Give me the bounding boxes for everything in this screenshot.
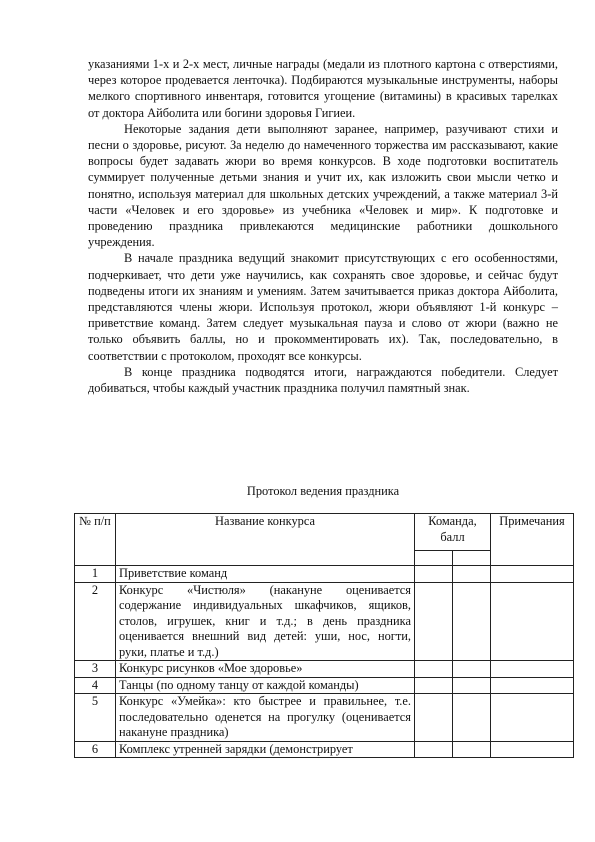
table-row [75,694,574,742]
row-team-2 [453,694,491,742]
row-notes [491,661,574,678]
paragraph-1: указаниями 1-х и 2-х мест, личные награды (медали из плотного картона с отверстиями, через которое продевается ленточка). Подбираются музыкальные инструменты, наборы мелкого спортивного инвентаря, готовится угощение (витамины) в красивых тарелках от доктора Айболита или богини здоровья Гигиеи. [88,57,558,120]
row-team-1 [415,741,453,758]
header-team: Команда, балл [415,514,491,551]
row-team-1 [415,694,453,742]
row-num: 4 [75,677,116,694]
row-num: 6 [75,741,116,758]
row-num: 2 [75,582,116,661]
header-num: № п/п [75,514,116,566]
header-name: Название конкурса [116,514,415,566]
row-name: Конкурс «Умейка»: кто быстрее и правильнее, т.е. последовательно оденется на прогулку (оценивается накануне праздника) [116,694,415,742]
table-row [75,661,574,678]
row-team-2 [453,661,491,678]
row-team-1 [415,582,453,661]
row-team-2 [453,566,491,583]
row-num: 3 [75,661,116,678]
paragraph-2: Некоторые задания дети выполняют заранее, например, разучивают стихи и песни о здоровье, рисуют. За неделю до намеченного торжества им рассказывают, какие вопросы будет задавать жюри во время конкурсов. В ходе подготовки воспитатель суммирует полученные детьми знания и учит их, как изложить свои мысли четко и понятно, используя материал для школьных детских учреждений, а также материал 3-й части «Человек и его здоровье» из учебника «Человек и мир». К подготовке и проведению праздника привлекаются медицинские работники дошкольного учреждения. [88,121,558,250]
paragraph-4: В конце праздника подводятся итоги, награждаются победители. Следует добиваться, чтобы каждый участник праздника получил памятный знак. [88,364,558,396]
row-team-2 [453,741,491,758]
row-num: 5 [75,694,116,742]
table-header-row [75,514,574,551]
table-row [75,582,574,661]
table-title: Протокол ведения праздника [246,484,400,498]
body-text [88,56,558,396]
header-notes: Примечания [491,514,574,566]
table-row [75,741,574,758]
row-notes [491,694,574,742]
table-row [75,566,574,583]
row-team-1 [415,566,453,583]
row-team-2 [453,677,491,694]
table-row [75,677,574,694]
header-team-2 [453,551,491,566]
row-name: Конкурс рисунков «Мое здоровье» [116,661,415,678]
protocol-table [74,513,574,758]
paragraph-3: В начале праздника ведущий знакомит присутствующих с его особенностями, подчеркивает, что дети уже научились, как сохранять свое здоровье, и сейчас будут подведены итоги их знаниям и умениям. Затем зачитывается приказ доктора Айболита, представляются члены жюри. Используя протокол, жюри объявляют 1-й конкурс – приветствие команд. Затем следует музыкальная пауза и слово от жюри (важно не только объявить баллы, но и прокомментировать их). Так, последовательно, в соответствии с протоколом, проходят все конкурсы. [88,251,558,363]
row-notes [491,582,574,661]
row-name: Танцы (по одному танцу от каждой команды) [116,677,415,694]
row-name: Приветствие команд [116,566,415,583]
row-name: Комплекс утренней зарядки (демонстрирует [116,741,415,758]
row-team-1 [415,677,453,694]
row-notes [491,677,574,694]
header-team-1 [415,551,453,566]
row-num: 1 [75,566,116,583]
row-notes [491,741,574,758]
row-name: Конкурс «Чистюля» (накануне оценивается содержание индивидуальных шкафчиков, ящиков, столов, игрушек, книг и т.д.; в день праздника оценивается внешний вид детей: уши, нос, ногти, руки, платье и т.д.) [116,582,415,661]
row-notes [491,566,574,583]
row-team-2 [453,582,491,661]
row-team-1 [415,661,453,678]
